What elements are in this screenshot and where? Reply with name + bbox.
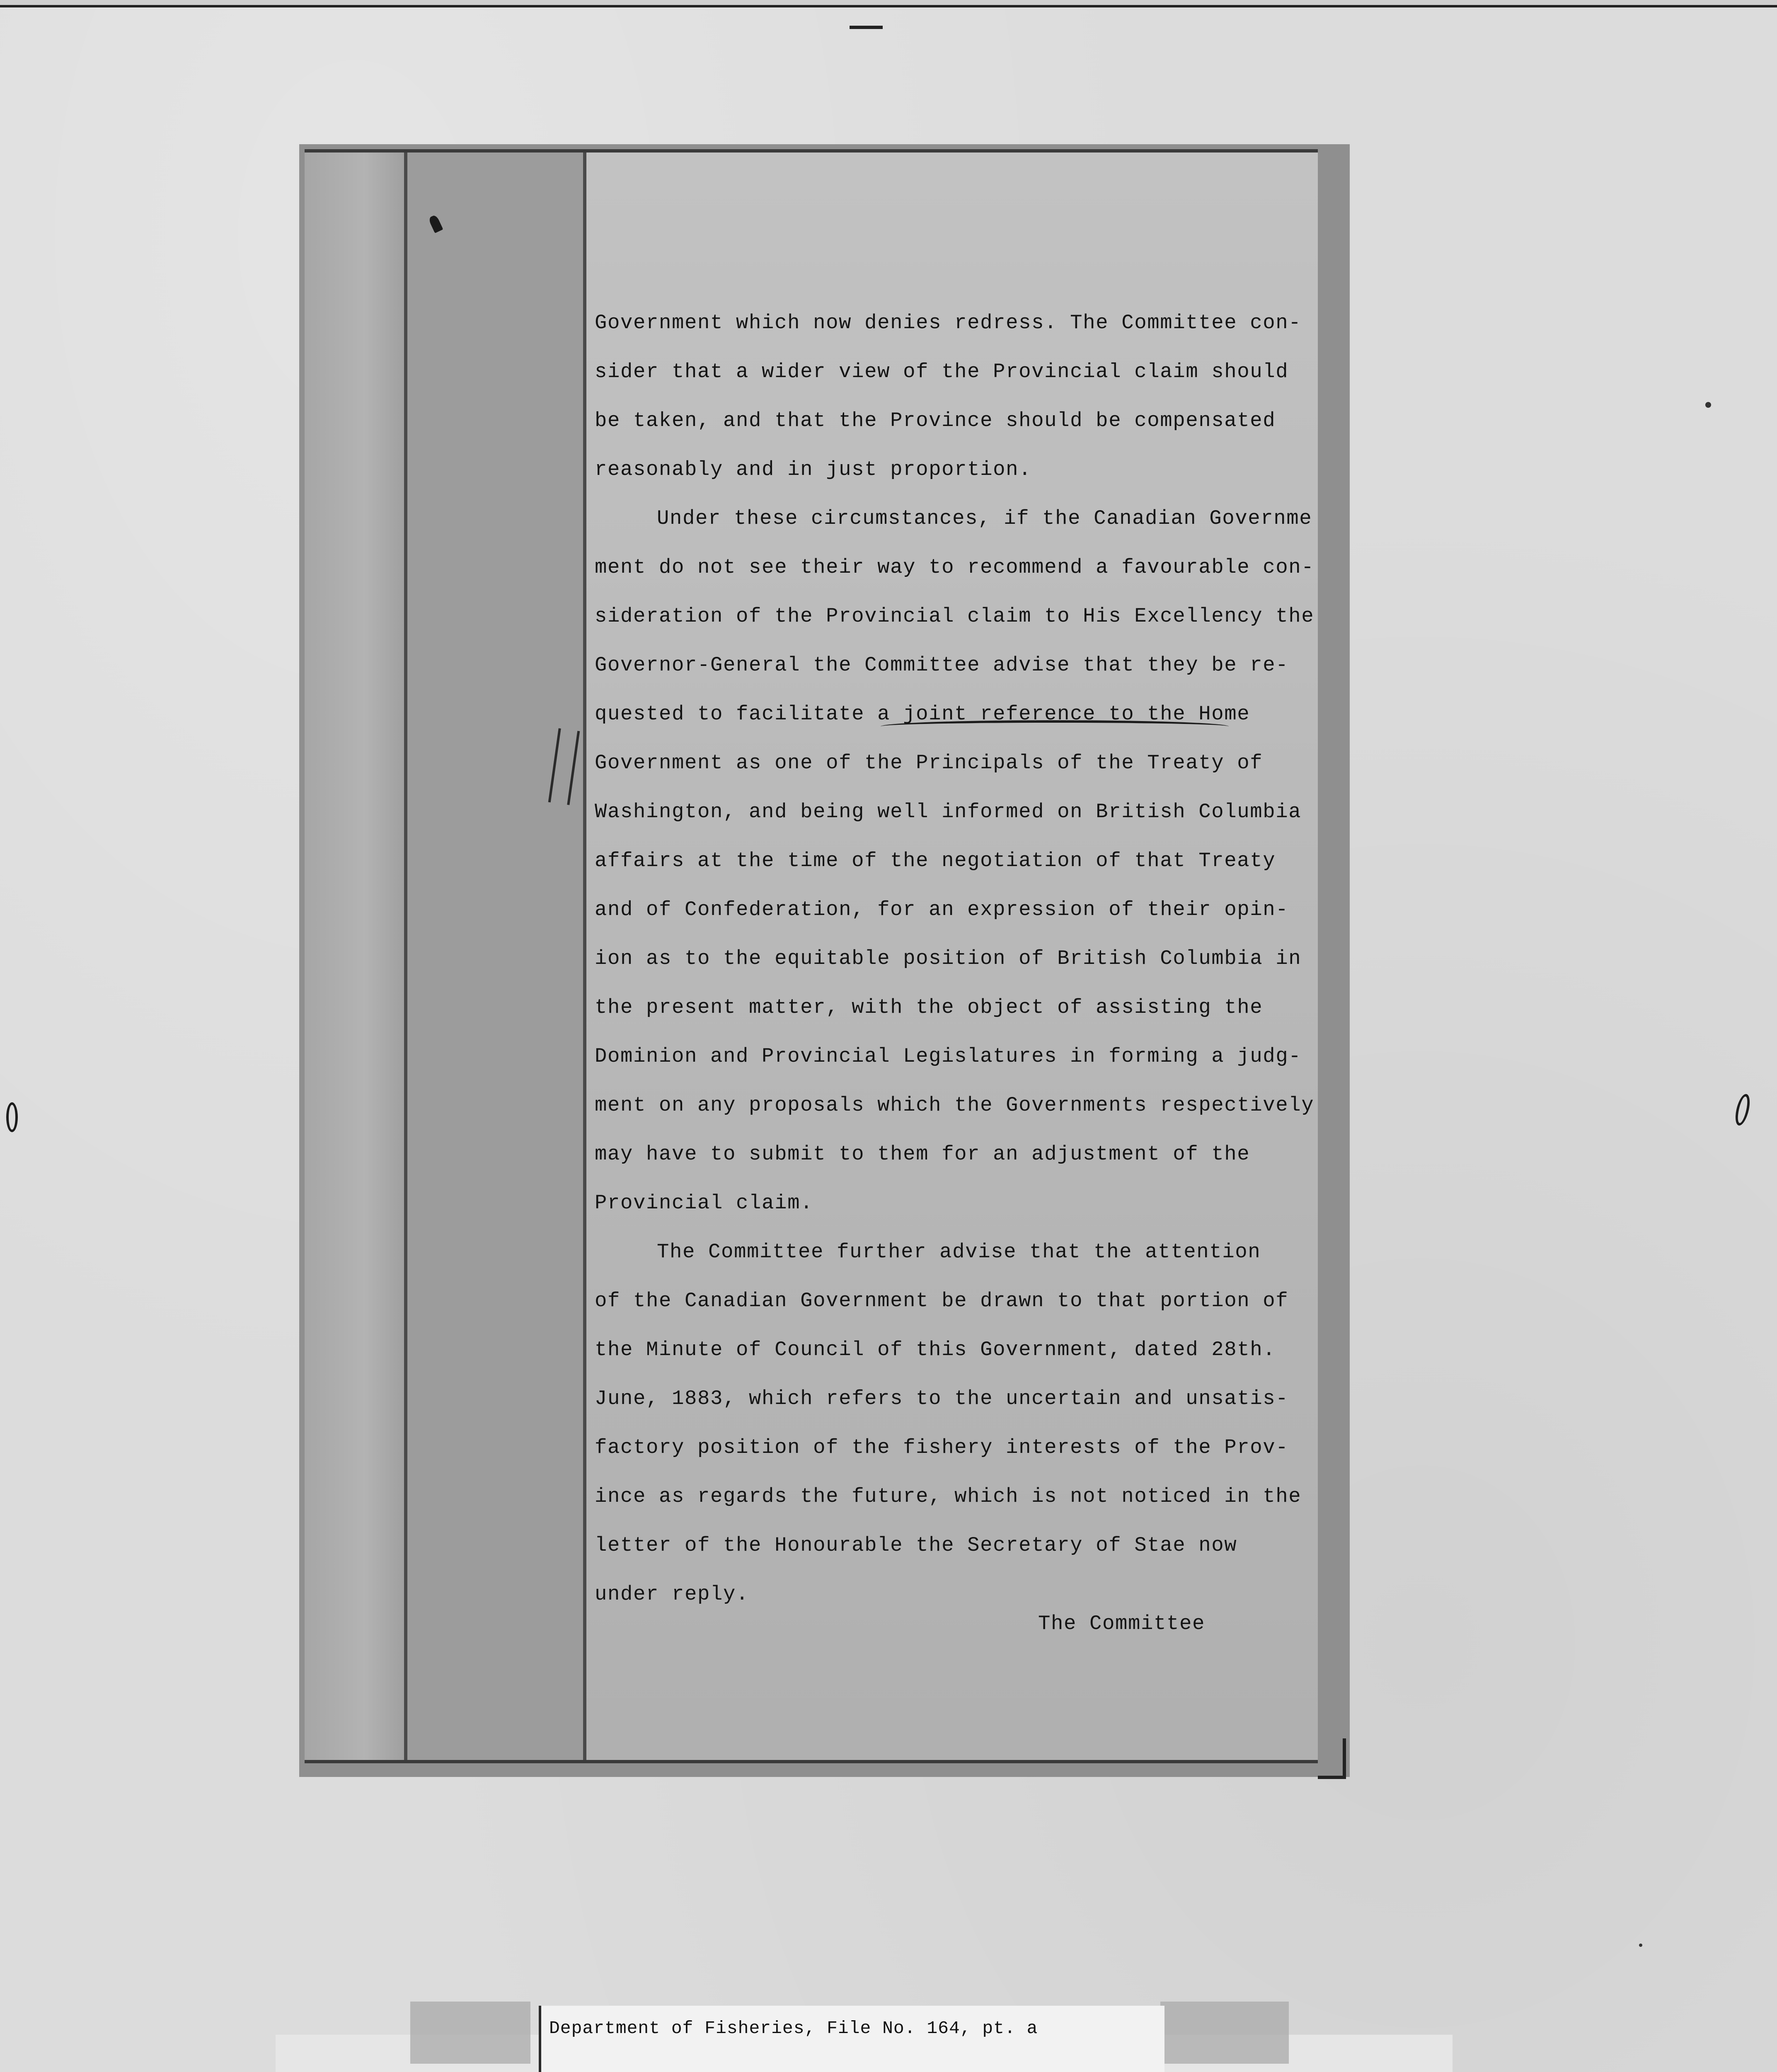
page-binding-strip xyxy=(305,152,404,1760)
text-line: affairs at the time of the negotiation of that Treaty xyxy=(595,849,1276,872)
top-film-edge xyxy=(0,0,1777,7)
binding-rule xyxy=(404,152,407,1760)
text-line: Dominion and Provincial Legislatures in forming a judg- xyxy=(595,1045,1302,1068)
text-line: letter of the Honourable the Secretary of Stae now xyxy=(595,1534,1237,1557)
text-line: and of Confederation, for an expression of their opin- xyxy=(595,898,1289,921)
tape-piece xyxy=(410,2002,530,2064)
text-line: reasonably and in just proportion. xyxy=(595,458,1032,481)
margin-rule xyxy=(583,152,586,1760)
text-line: sider that a wider view of the Provincial claim should xyxy=(595,360,1289,383)
text-line: factory position of the fishery interests of the Prov- xyxy=(595,1436,1289,1459)
text-line: the present matter, with the object of assisting the xyxy=(595,996,1263,1019)
text-line: sideration of the Provincial claim to His Excellency the xyxy=(595,605,1315,628)
text-line: Under these circumstances, if the Canadian Governme xyxy=(657,507,1312,530)
typed-letter-body xyxy=(595,298,1315,1619)
paragraph-2 xyxy=(595,494,1315,1227)
text-line: Government as one of the Principals of the Treaty of xyxy=(595,751,1263,775)
text-line: be taken, and that the Province should be compensated xyxy=(595,409,1276,432)
text-line: ion as to the equitable position of British Columbia in xyxy=(595,947,1302,970)
text-line: the Minute of Council of this Government, dated 28th. xyxy=(595,1338,1276,1361)
text-line: The Committee further advise that the attention xyxy=(657,1240,1261,1264)
speck xyxy=(1639,1944,1642,1947)
text-line: Governor-General the Committee advise that they be re- xyxy=(595,654,1289,677)
text-line: may have to submit to them for an adjustment of the xyxy=(595,1143,1250,1166)
text-line: Government which now denies redress. The Committee con- xyxy=(595,311,1302,334)
text-line: ment on any proposals which the Governments respectively xyxy=(595,1094,1315,1117)
text-line: ince as regards the future, which is not noticed in the xyxy=(595,1485,1302,1508)
text-line: Washington, and being well informed on British Columbia xyxy=(595,800,1302,823)
file-reference: Department of Fisheries, File No. 164, pt. a xyxy=(549,2018,1038,2038)
paragraph-1 xyxy=(595,298,1302,494)
text-line: quested to facilitate a joint reference to the Home xyxy=(595,702,1250,726)
text-line: ment do not see their way to recommend a favourable con- xyxy=(595,556,1315,579)
left-margin-mark xyxy=(6,1102,18,1132)
text-line: of the Canadian Government be drawn to that portion of xyxy=(595,1289,1289,1312)
speck xyxy=(1705,402,1711,408)
text-line: under reply. xyxy=(595,1583,749,1606)
text-line: Provincial claim. xyxy=(595,1191,813,1215)
text-line: June, 1883, which refers to the uncertain and unsatis- xyxy=(595,1387,1289,1410)
paragraph-3 xyxy=(595,1227,1302,1619)
reference-strip xyxy=(539,2006,1164,2072)
closing-text: The Committee xyxy=(1038,1612,1206,1635)
tape-piece xyxy=(1160,2002,1289,2064)
top-dash-mark xyxy=(850,26,883,29)
page-corner-mark xyxy=(1318,1738,1346,1779)
